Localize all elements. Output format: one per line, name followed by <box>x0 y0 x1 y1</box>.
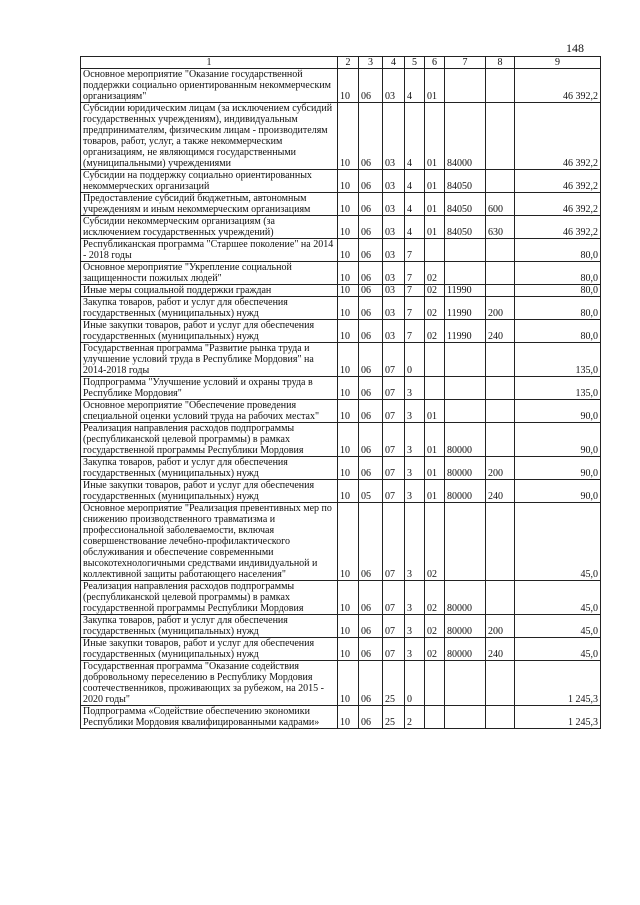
subsection-code-cell: 06 <box>359 661 383 706</box>
subprogram-code-cell: 7 <box>405 262 425 285</box>
section-code-cell: 10 <box>338 581 359 615</box>
expense-type-cell: 600 <box>486 193 515 216</box>
section-code-cell: 10 <box>338 661 359 706</box>
budget-table <box>80 56 601 729</box>
row-name-cell: Закупка товаров, работ и услуг для обеспечения государственных (муниципальных) нужд <box>81 297 338 320</box>
subprogram-code-cell: 3 <box>405 457 425 480</box>
program-code-cell: 03 <box>383 216 405 239</box>
table-row <box>81 377 601 400</box>
section-code-cell: 10 <box>338 615 359 638</box>
row-name-cell: Подпрограмма «Содействие обеспечению экономики Республики Мордовия квалифицированными кадрами» <box>81 706 338 729</box>
subsection-code-cell: 06 <box>359 103 383 170</box>
direction-code-cell: 84050 <box>445 170 486 193</box>
program-code-cell: 07 <box>383 423 405 457</box>
amount-cell: 1 245,3 <box>515 661 601 706</box>
section-code-cell: 10 <box>338 638 359 661</box>
expense-type-cell <box>486 400 515 423</box>
row-name-cell: Республиканская программа "Старшее поколение" на 2014 - 2018 годы <box>81 239 338 262</box>
direction-code-cell <box>445 343 486 377</box>
amount-cell: 80,0 <box>515 262 601 285</box>
amount-cell: 80,0 <box>515 285 601 297</box>
direction-code-cell: 80000 <box>445 615 486 638</box>
subprogram-code-cell: 4 <box>405 69 425 103</box>
subprogram-code-cell: 4 <box>405 216 425 239</box>
expense-type-cell: 630 <box>486 216 515 239</box>
section-code-cell: 10 <box>338 320 359 343</box>
event-code-cell: 01 <box>425 193 445 216</box>
section-code-cell: 10 <box>338 262 359 285</box>
subsection-code-cell: 06 <box>359 239 383 262</box>
table-row <box>81 69 601 103</box>
table-row <box>81 503 601 581</box>
subsection-code-cell: 06 <box>359 638 383 661</box>
subsection-code-cell: 06 <box>359 581 383 615</box>
program-code-cell: 07 <box>383 581 405 615</box>
expense-type-cell <box>486 239 515 262</box>
table-row <box>81 297 601 320</box>
table-row <box>81 581 601 615</box>
section-code-cell: 10 <box>338 423 359 457</box>
direction-code-cell: 80000 <box>445 423 486 457</box>
table-row <box>81 103 601 170</box>
amount-cell: 135,0 <box>515 343 601 377</box>
subprogram-code-cell: 3 <box>405 503 425 581</box>
direction-code-cell <box>445 706 486 729</box>
program-code-cell: 07 <box>383 457 405 480</box>
event-code-cell: 02 <box>425 615 445 638</box>
row-name-cell: Иные меры социальной поддержки граждан <box>81 285 338 297</box>
subsection-code-cell: 06 <box>359 400 383 423</box>
amount-cell: 46 392,2 <box>515 193 601 216</box>
event-code-cell <box>425 661 445 706</box>
row-name-cell: Субсидии некоммерческим организациям (за исключением государственных учреждений) <box>81 216 338 239</box>
table-row <box>81 262 601 285</box>
amount-cell: 90,0 <box>515 423 601 457</box>
subsection-code-cell: 06 <box>359 377 383 400</box>
direction-code-cell: 80000 <box>445 581 486 615</box>
amount-cell: 46 392,2 <box>515 103 601 170</box>
event-code-cell: 02 <box>425 638 445 661</box>
section-code-cell: 10 <box>338 457 359 480</box>
expense-type-cell: 240 <box>486 320 515 343</box>
program-code-cell: 03 <box>383 69 405 103</box>
amount-cell: 1 245,3 <box>515 706 601 729</box>
subprogram-code-cell: 3 <box>405 615 425 638</box>
column-header: 6 <box>425 57 445 69</box>
subsection-code-cell: 05 <box>359 480 383 503</box>
direction-code-cell: 11990 <box>445 297 486 320</box>
amount-cell: 45,0 <box>515 615 601 638</box>
subprogram-code-cell: 0 <box>405 343 425 377</box>
direction-code-cell <box>445 377 486 400</box>
row-name-cell: Закупка товаров, работ и услуг для обеспечения государственных (муниципальных) нужд <box>81 457 338 480</box>
direction-code-cell: 11990 <box>445 320 486 343</box>
expense-type-cell <box>486 377 515 400</box>
table-row <box>81 706 601 729</box>
subsection-code-cell: 06 <box>359 423 383 457</box>
section-code-cell: 10 <box>338 285 359 297</box>
event-code-cell <box>425 706 445 729</box>
row-name-cell: Иные закупки товаров, работ и услуг для обеспечения государственных (муниципальных) нужд <box>81 638 338 661</box>
amount-cell: 46 392,2 <box>515 216 601 239</box>
event-code-cell: 01 <box>425 400 445 423</box>
table-row <box>81 615 601 638</box>
column-header: 9 <box>515 57 601 69</box>
expense-type-cell: 200 <box>486 457 515 480</box>
row-name-cell: Закупка товаров, работ и услуг для обеспечения государственных (муниципальных) нужд <box>81 615 338 638</box>
table-row <box>81 480 601 503</box>
subsection-code-cell: 06 <box>359 297 383 320</box>
event-code-cell: 01 <box>425 423 445 457</box>
program-code-cell: 03 <box>383 320 405 343</box>
table-row <box>81 320 601 343</box>
subsection-code-cell: 06 <box>359 343 383 377</box>
section-code-cell: 10 <box>338 400 359 423</box>
row-name-cell: Реализация направления расходов подпрограммы (республиканской целевой программы) в рамках государственной программы Республики Мордовия <box>81 581 338 615</box>
row-name-cell: Реализация направления расходов подпрограммы (республиканской целевой программы) в рамках государственной программы Республики Мордовия <box>81 423 338 457</box>
row-name-cell: Субсидии юридическим лицам (за исключением субсидий государственных учреждениям), индивидуальным предпринимателям, физическим лицам - производителям товаров, работ, услуг, а также некоммерческим организациям, не являющимся государственными (муниципальными) учреждениями <box>81 103 338 170</box>
subprogram-code-cell: 7 <box>405 320 425 343</box>
subprogram-code-cell: 0 <box>405 661 425 706</box>
direction-code-cell <box>445 400 486 423</box>
page-number: 148 <box>566 41 584 55</box>
row-name-cell: Иные закупки товаров, работ и услуг для обеспечения государственных (муниципальных) нужд <box>81 320 338 343</box>
section-code-cell: 10 <box>338 377 359 400</box>
event-code-cell: 01 <box>425 170 445 193</box>
amount-cell: 80,0 <box>515 297 601 320</box>
column-header: 4 <box>383 57 405 69</box>
amount-cell: 45,0 <box>515 503 601 581</box>
table-row <box>81 216 601 239</box>
expense-type-cell <box>486 69 515 103</box>
table-row <box>81 423 601 457</box>
column-header: 3 <box>359 57 383 69</box>
program-code-cell: 03 <box>383 239 405 262</box>
subprogram-code-cell: 4 <box>405 193 425 216</box>
event-code-cell: 02 <box>425 262 445 285</box>
program-code-cell: 03 <box>383 262 405 285</box>
amount-cell: 80,0 <box>515 320 601 343</box>
program-code-cell: 03 <box>383 170 405 193</box>
program-code-cell: 07 <box>383 343 405 377</box>
column-header: 1 <box>81 57 338 69</box>
expense-type-cell: 200 <box>486 615 515 638</box>
direction-code-cell <box>445 239 486 262</box>
subprogram-code-cell: 7 <box>405 285 425 297</box>
table-row <box>81 661 601 706</box>
expense-type-cell <box>486 103 515 170</box>
section-code-cell: 10 <box>338 193 359 216</box>
subsection-code-cell: 06 <box>359 457 383 480</box>
event-code-cell: 01 <box>425 480 445 503</box>
table-row <box>81 170 601 193</box>
subprogram-code-cell: 3 <box>405 377 425 400</box>
subsection-code-cell: 06 <box>359 216 383 239</box>
expense-type-cell <box>486 706 515 729</box>
amount-cell: 45,0 <box>515 581 601 615</box>
column-header: 7 <box>445 57 486 69</box>
expense-type-cell: 200 <box>486 297 515 320</box>
column-header: 8 <box>486 57 515 69</box>
subsection-code-cell: 06 <box>359 320 383 343</box>
table-row <box>81 343 601 377</box>
event-code-cell: 01 <box>425 69 445 103</box>
direction-code-cell <box>445 661 486 706</box>
expense-type-cell <box>486 262 515 285</box>
event-code-cell <box>425 239 445 262</box>
amount-cell: 90,0 <box>515 457 601 480</box>
section-code-cell: 10 <box>338 170 359 193</box>
event-code-cell: 02 <box>425 503 445 581</box>
program-code-cell: 03 <box>383 297 405 320</box>
row-name-cell: Государственная программа "Развитие рынка труда и улучшение условий труда в Республике Мордовия" на 2014-2018 годы <box>81 343 338 377</box>
expense-type-cell: 240 <box>486 480 515 503</box>
table-row <box>81 239 601 262</box>
section-code-cell: 10 <box>338 343 359 377</box>
row-name-cell: Подпрограмма "Улучшение условий и охраны труда в Республике Мордовия" <box>81 377 338 400</box>
section-code-cell: 10 <box>338 503 359 581</box>
table-row <box>81 638 601 661</box>
expense-type-cell <box>486 581 515 615</box>
table-header-row <box>81 57 601 69</box>
subprogram-code-cell: 3 <box>405 480 425 503</box>
program-code-cell: 07 <box>383 503 405 581</box>
event-code-cell: 01 <box>425 216 445 239</box>
program-code-cell: 07 <box>383 615 405 638</box>
subsection-code-cell: 06 <box>359 170 383 193</box>
column-header: 2 <box>338 57 359 69</box>
subprogram-code-cell: 3 <box>405 581 425 615</box>
expense-type-cell <box>486 285 515 297</box>
row-name-cell: Субсидии на поддержку социально ориентированных некоммерческих организаций <box>81 170 338 193</box>
program-code-cell: 07 <box>383 480 405 503</box>
expense-type-cell <box>486 170 515 193</box>
direction-code-cell: 84050 <box>445 193 486 216</box>
direction-code-cell: 84000 <box>445 103 486 170</box>
row-name-cell: Основное мероприятие "Укрепление социальной защищенности пожилых людей" <box>81 262 338 285</box>
event-code-cell <box>425 377 445 400</box>
program-code-cell: 07 <box>383 377 405 400</box>
direction-code-cell <box>445 262 486 285</box>
expense-type-cell <box>486 661 515 706</box>
event-code-cell: 01 <box>425 457 445 480</box>
expense-type-cell <box>486 503 515 581</box>
program-code-cell: 03 <box>383 103 405 170</box>
table-row <box>81 457 601 480</box>
subsection-code-cell: 06 <box>359 69 383 103</box>
expense-type-cell: 240 <box>486 638 515 661</box>
amount-cell: 46 392,2 <box>515 69 601 103</box>
amount-cell: 80,0 <box>515 239 601 262</box>
section-code-cell: 10 <box>338 216 359 239</box>
row-name-cell: Иные закупки товаров, работ и услуг для обеспечения государственных (муниципальных) нужд <box>81 480 338 503</box>
event-code-cell: 01 <box>425 103 445 170</box>
row-name-cell: Предоставление субсидий бюджетным, автономным учреждениям и иным некоммерческим организациям <box>81 193 338 216</box>
subsection-code-cell: 06 <box>359 706 383 729</box>
section-code-cell: 10 <box>338 706 359 729</box>
program-code-cell: 03 <box>383 193 405 216</box>
direction-code-cell: 80000 <box>445 638 486 661</box>
section-code-cell: 10 <box>338 480 359 503</box>
row-name-cell: Основное мероприятие "Реализация превентивных мер по снижению производственного травматизма и профессиональной заболеваемости, включая совершенствование лечебно-профилактического обслуживания и обеспечение современными высокотехнологичными средствами индивидуальной и коллективной защиты работающего населения" <box>81 503 338 581</box>
row-name-cell: Основное мероприятие "Оказание государственной поддержки социально ориентированным некоммерческим организациям" <box>81 69 338 103</box>
table-row <box>81 193 601 216</box>
row-name-cell: Основное мероприятие "Обеспечение проведения специальной оценки условий труда на рабочих местах" <box>81 400 338 423</box>
subsection-code-cell: 06 <box>359 262 383 285</box>
subprogram-code-cell: 3 <box>405 423 425 457</box>
amount-cell: 45,0 <box>515 638 601 661</box>
section-code-cell: 10 <box>338 103 359 170</box>
subsection-code-cell: 06 <box>359 615 383 638</box>
event-code-cell: 02 <box>425 297 445 320</box>
subprogram-code-cell: 4 <box>405 170 425 193</box>
column-header: 5 <box>405 57 425 69</box>
subprogram-code-cell: 2 <box>405 706 425 729</box>
amount-cell: 90,0 <box>515 400 601 423</box>
subprogram-code-cell: 7 <box>405 297 425 320</box>
section-code-cell: 10 <box>338 239 359 262</box>
direction-code-cell: 80000 <box>445 480 486 503</box>
subprogram-code-cell: 3 <box>405 400 425 423</box>
section-code-cell: 10 <box>338 297 359 320</box>
subprogram-code-cell: 4 <box>405 103 425 170</box>
event-code-cell: 02 <box>425 285 445 297</box>
program-code-cell: 07 <box>383 638 405 661</box>
subprogram-code-cell: 3 <box>405 638 425 661</box>
expense-type-cell <box>486 343 515 377</box>
event-code-cell: 02 <box>425 581 445 615</box>
section-code-cell: 10 <box>338 69 359 103</box>
program-code-cell: 03 <box>383 285 405 297</box>
amount-cell: 90,0 <box>515 480 601 503</box>
program-code-cell: 25 <box>383 706 405 729</box>
subsection-code-cell: 06 <box>359 193 383 216</box>
direction-code-cell: 80000 <box>445 457 486 480</box>
program-code-cell: 25 <box>383 661 405 706</box>
program-code-cell: 07 <box>383 400 405 423</box>
direction-code-cell: 84050 <box>445 216 486 239</box>
table-row <box>81 400 601 423</box>
row-name-cell: Государственная программа "Оказание содействия добровольному переселению в Республику Мордовия соотечественников, проживающих за рубежом, на 2015 - 2020 годы" <box>81 661 338 706</box>
expense-type-cell <box>486 423 515 457</box>
direction-code-cell <box>445 503 486 581</box>
amount-cell: 135,0 <box>515 377 601 400</box>
subsection-code-cell: 06 <box>359 503 383 581</box>
event-code-cell <box>425 343 445 377</box>
event-code-cell: 02 <box>425 320 445 343</box>
subprogram-code-cell: 7 <box>405 239 425 262</box>
table-row <box>81 285 601 297</box>
amount-cell: 46 392,2 <box>515 170 601 193</box>
direction-code-cell: 11990 <box>445 285 486 297</box>
direction-code-cell <box>445 69 486 103</box>
subsection-code-cell: 06 <box>359 285 383 297</box>
